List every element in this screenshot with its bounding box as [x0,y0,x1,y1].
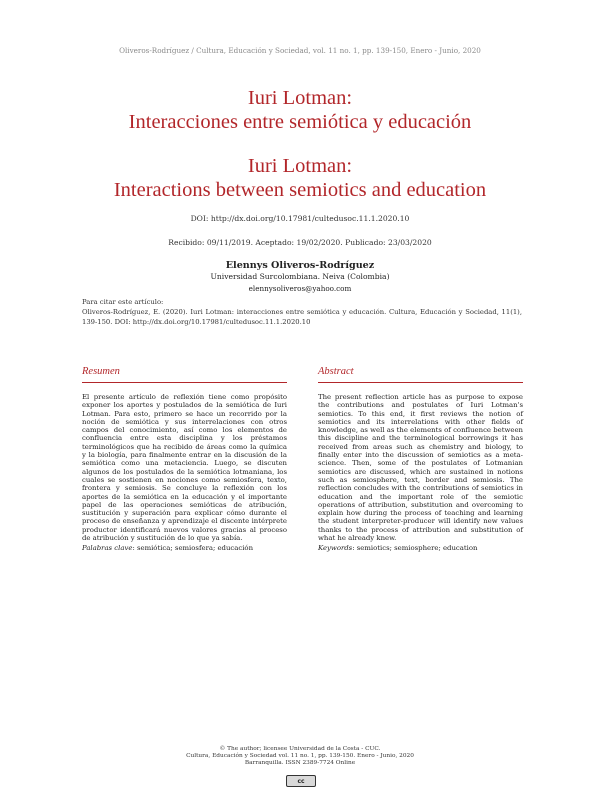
citation-label: Para citar este artículo: [82,298,164,306]
abstract-heading: Abstract [318,366,354,377]
resumen-body: El presente artículo de reflexión tiene como propósito exponer los aportes y postulados de la semiótica de Iuri Lotman. Para esto, primero se hace un recorrido por la noción de semiótica y sus interrelaciones con otros campos del conocimiento, así como los elementos de confluencia entre esta disciplina y los préstamos terminológicos que ha recibido de áreas como la química y la biología, para finalmente entrar en la discusión de la semiótica como una metaciencia. Luego, se discuten algunos de los postulados de la semiótica lotmaniana, los cuales se sostienen en nociones como semiosfera, texto, frontera y semiosis. Se concluye la reflexión con los aportes de la semiótica en la educación y el importante papel de las operaciones semióticas de atribución, sustitución y superación para explicar cómo durante el proceso de enseñanza y aprendizaje el discente intérprete productor identificará nuevos valores gracias al proceso de atribución y sustitución de lo que ya sabía. [82,393,287,543]
title-en-line1: Iuri Lotman: [247,155,353,177]
resumen-keywords-list: : semiótica; semiosfera; educación [132,544,254,553]
resumen-keywords [82,544,287,552]
resumen-heading: Resumen [82,366,120,377]
abstract-keywords-list: : semiotics; semiosphere; education [352,544,478,553]
publication-dates: Recibido: 09/11/2019. Aceptado: 19/02/2020. Publicado: 23/03/2020 [168,238,432,247]
citation-text: Oliveros-Rodríguez, E. (2020). Iuri Lotman: interacciones entre semiótica y educación. Cultura, Educación y Sociedad, 11(1), 139-150. DOI: http://dx.doi.org/10.17981/cultedusoc.11.1.2020.10 [82,308,522,326]
abstract-body: The present reflection article has as purpose to expose the contributions and postulates of Iuri Lotman's semiotics. To this end, it first reviews the notion of semiotics and its interrelations with other fields of knowledge, as well as the elements of confluence between this discipline and the terminological borrowings it has received from areas such as chemistry and biology, to finally enter into the discussion of semiotics as a meta-science. Then, some of the postulates of Lotmanian semiotics are discussed, which are sustained in notions such as semiosphere, text, border and semiosis. The reflection concludes with the contributions of semiotics in education and the important role of the semiotic operations of attribution, substitution and overcoming to explain how during the process of teaching and learning the student interpreter-producer will identify new values thanks to the process of attribution and substitution of what he already knew. [318,393,523,543]
footer-issn: Barranquilla. ISSN 2389-7724 Online [244,760,356,766]
title-es-line1: Iuri Lotman: [247,87,353,109]
abstract-keywords [318,544,523,552]
creative-commons-icon[interactable]: cc [286,775,316,787]
resumen-keywords-label: Palabras clave [82,544,133,553]
running-header: Oliveros-Rodríguez / Cultura, Educación y Sociedad, vol. 11 no. 1, pp. 139-150, Enero - Junio, 2020 [119,46,481,55]
author-name: Elennys Oliveros-Rodríguez [225,260,375,271]
title-en-line2: Interactions between semiotics and education [113,179,487,201]
title-es-line2: Interacciones entre semiótica y educación [128,111,472,133]
abstract-column [318,382,523,553]
footer-copyright: © The author; licensee Universidad de la Costa - CUC. [219,746,381,752]
doi-link[interactable]: DOI: http://dx.doi.org/10.17981/cultedusoc.11.1.2020.10 [190,214,410,223]
author-affiliation: Universidad Surcolombiana. Neiva (Colombia) [210,272,390,281]
resumen-column [82,382,287,553]
footer-journal: Cultura, Educación y Sociedad vol. 11 no. 1, pp. 139-150. Enero - Junio, 2020 [186,753,414,759]
footer [0,746,600,767]
author-email[interactable]: elennysoliveros@yahoo.com [248,284,352,293]
abstract-keywords-label: Keywords [318,544,353,553]
